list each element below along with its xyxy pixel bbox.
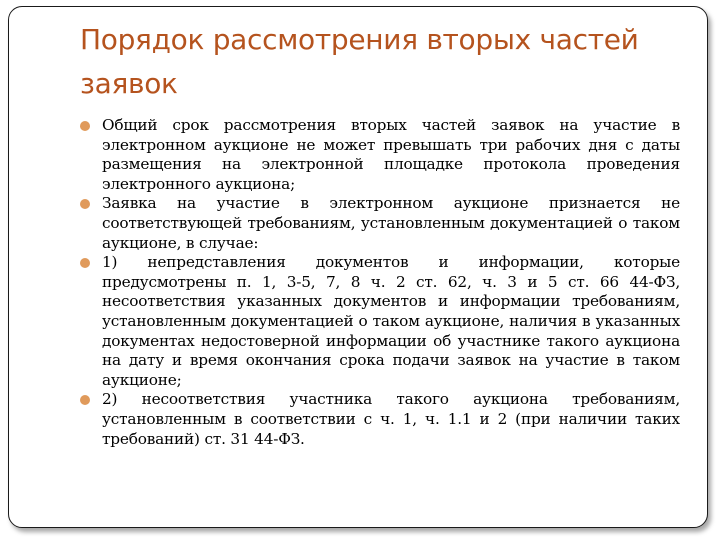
- bullet-text: 2) несоответствия участника такого аукциона требованиям, установленным в соответствии с ч. 1, ч. 1.1 и 2 (при наличии таких требований) ст. 31 44-ФЗ.: [102, 390, 680, 448]
- bullet-text: Заявка на участие в электронном аукционе признается не соответствующей требованиям, установленным документацией о таком аукционе, в случае:: [102, 194, 680, 252]
- bullet-item: [80, 194, 680, 253]
- bullet-item: [80, 253, 680, 390]
- bullet-text: Общий срок рассмотрения вторых частей заявок на участие в электронном аукционе не может превышать три рабочих дня с даты размещения на электронной площадке протокола проведения электронного аукциона;: [102, 116, 680, 193]
- bullet-text: 1) непредставления документов и информации, которые предусмотрены п. 1, 3-5, 7, 8 ч. 2 ст. 62, ч. 3 и 5 ст. 66 44-ФЗ, несоответствия указанных документов и информации требованиям, установленным документацией о таком аукционе, наличия в указанных документах недостоверной информации об участнике такого аукциона на дату и время окончания срока подачи заявок на участие в таком аукционе;: [102, 253, 680, 389]
- bullet-dot-icon: [80, 258, 90, 268]
- bullet-item: [80, 390, 680, 449]
- slide-title: Порядок рассмотрения вторых частей заявок: [80, 23, 639, 100]
- bullet-list: [80, 116, 680, 449]
- bullet-dot-icon: [80, 121, 90, 131]
- bullet-item: [80, 116, 680, 194]
- bullet-dot-icon: [80, 199, 90, 209]
- bullet-dot-icon: [80, 395, 90, 405]
